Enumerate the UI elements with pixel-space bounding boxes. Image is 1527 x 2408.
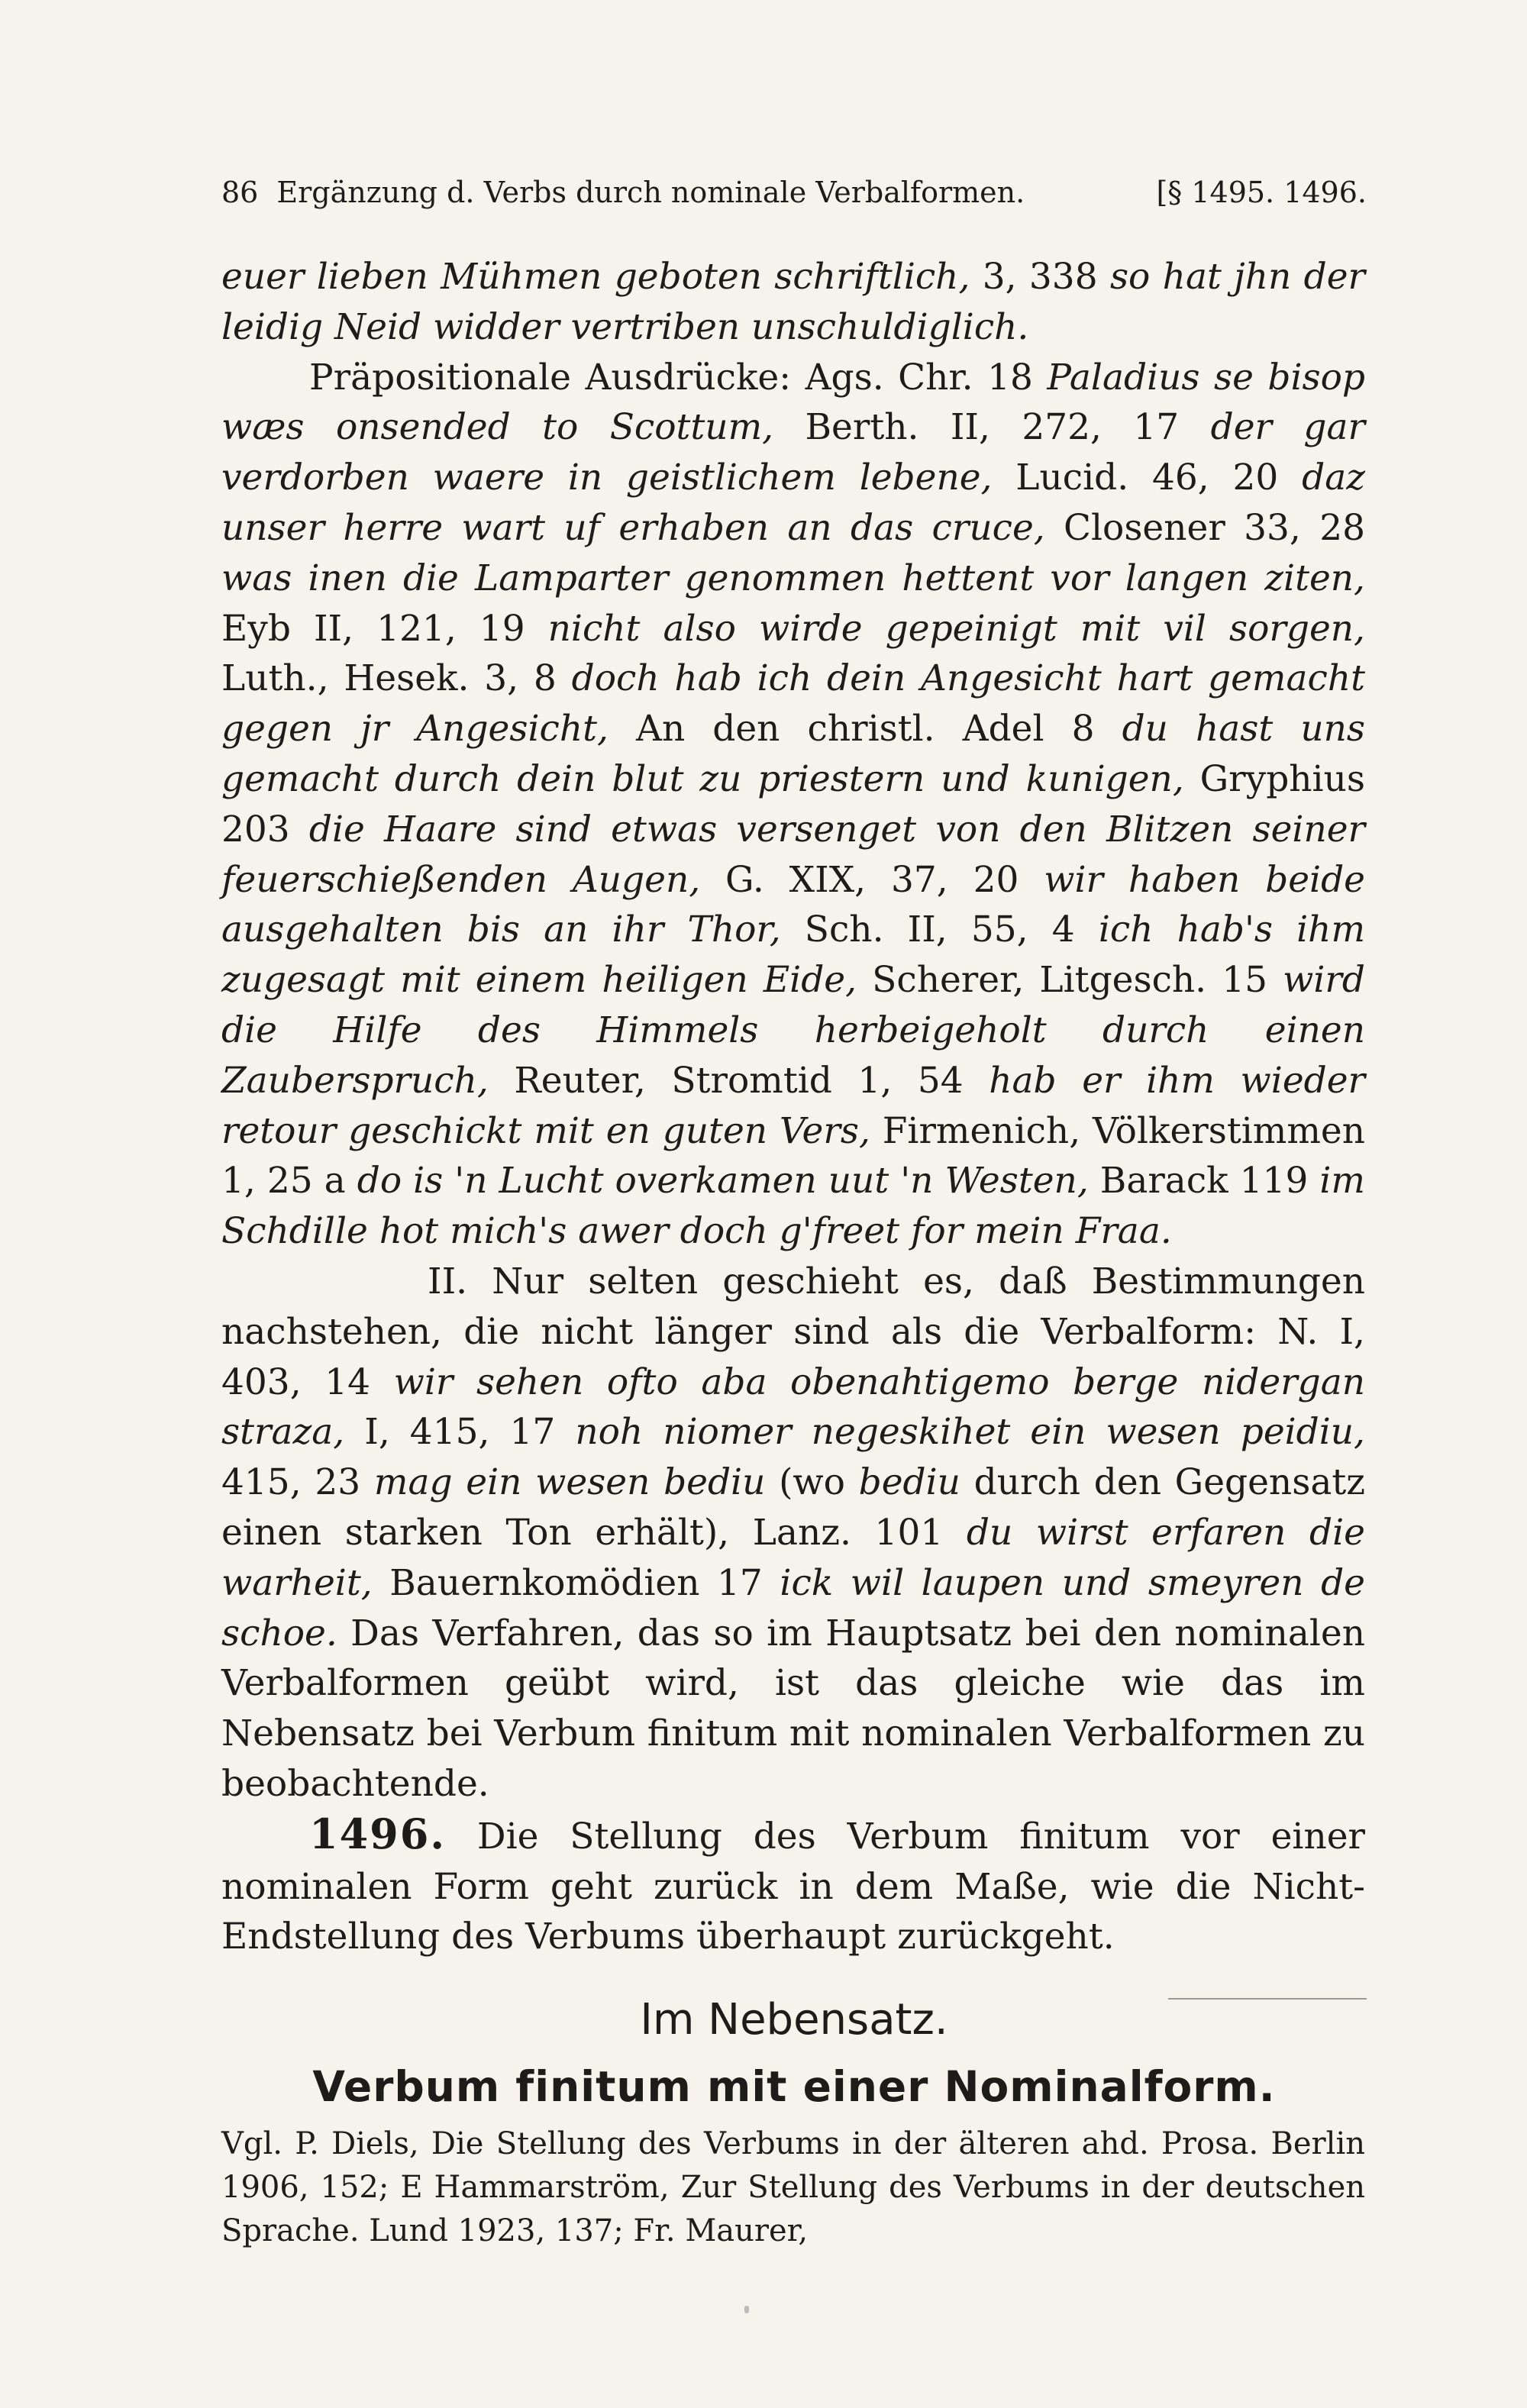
heading-verbum-finitum: Verbum finitum mit einer Nominalform. xyxy=(312,2062,1276,2111)
citation-text: Gryphius 203 xyxy=(221,757,1365,851)
bibliography-note xyxy=(221,2122,1365,2253)
paragraph-prepositional xyxy=(221,353,1365,1257)
quoted-example: wir sehen ofto aba obenahtigemo berge nidergan straza, xyxy=(221,1361,1366,1454)
citation-text: Closener 33, 28 xyxy=(1044,506,1365,549)
citation-text: Luth., Hesek. 3, 8 xyxy=(221,657,572,700)
quoted-example: euer lieben Mühmen geboten schriftlich, xyxy=(221,256,970,298)
quoted-example: die Haare sind etwas versenget von den Blitzen seiner feuerschießenden Augen, xyxy=(221,808,1365,901)
citation-text: An den christl. Adel 8 xyxy=(608,708,1122,750)
citation-text: Sch. II, 55, 4 xyxy=(780,909,1099,951)
quoted-example: was inen die Lamparter genommen hettent vor langen ziten, xyxy=(221,557,1365,599)
section-number: 1496. xyxy=(309,1809,447,1858)
quoted-example: Paladius se bisop wæs onsended to Scottum, xyxy=(221,356,1365,449)
quoted-example: nicht also wirde gepeinigt mit vil sorgen, xyxy=(547,607,1366,650)
citation-text: Das Verfahren, das so im Hauptsatz bei den nominalen Verbalformen geübt wird, ist das gleiche wie das im Nebensatz bei Verbum finitum mit nominalen Verbalformen zu beobachtende. xyxy=(221,1612,1365,1805)
paragraph-1496 xyxy=(221,1809,1365,1962)
citation-text: Eyb II, 121, 19 xyxy=(221,607,548,650)
quoted-example: ich hab's ihm zugesagt mit einem heiligen Eide, xyxy=(221,909,1366,1002)
section-text: Die Stellung des Verbum finitum vor einer nominalen Form geht zurück in dem Maße, wie die Nicht-Endstellung des Verbums überhaupt zurückgeht. xyxy=(221,1815,1365,1958)
bibliography-text: Vgl. P. Diels, Die Stellung des Verbums in der älteren ahd. Prosa. Berlin 1906, 152; E Hammarström, Zur Stellung des Verbums in der deutschen Sprache. Lund 1923, 137; Fr. Maurer, xyxy=(221,2126,1365,2248)
running-title: Ergänzung d. Verbs durch nominale Verbalformen. xyxy=(276,176,1025,209)
citation-text: 3, 338 xyxy=(970,256,1110,298)
citation-text: II. Nur selten geschieht es, daß Bestimmungen nachstehen, die nicht länger sind als die Verbalform: N. I, 403, 14 xyxy=(221,1260,1365,1403)
citation-text: Barack 119 xyxy=(1088,1160,1320,1202)
quoted-example: noh niomer negeskihet ein wesen peidiu, xyxy=(575,1411,1365,1454)
page-number: 86 xyxy=(221,176,259,209)
citation-text: (wo xyxy=(765,1461,859,1504)
quoted-example: do is 'n Lucht overkamen uut 'n Westen, xyxy=(357,1160,1089,1202)
quoted-example: doch hab ich dein Angesicht hart gemacht gegen jr Angesicht, xyxy=(221,657,1365,750)
heading-im-nebensatz: Im Nebensatz. xyxy=(640,1995,948,2045)
quoted-example: wird die Hilfe des Himmels herbeigeholt durch einen Zauberspruch, xyxy=(221,959,1365,1102)
quoted-example: der gar verdorben waere in geistlichem lebene, xyxy=(221,406,1365,499)
main-text xyxy=(221,252,1365,1962)
quoted-example: wir haben beide ausgehalten bis an ihr Thor, xyxy=(221,858,1365,951)
citation-text: Bauernkomödien 17 xyxy=(372,1561,780,1604)
quoted-example: hab er ihm wieder retour geschickt mit en guten Vers, xyxy=(221,1059,1365,1152)
quoted-example: im Schdille hot mich's awer doch g'freet for mein Fraa. xyxy=(221,1160,1365,1253)
citation-text: I, 415, 17 xyxy=(344,1411,576,1454)
citation-text: 415, 23 xyxy=(221,1461,374,1504)
paragraph-section-ii xyxy=(221,1257,1365,1809)
citation-text: Lucid. 46, 20 xyxy=(992,457,1303,499)
quoted-example: ick wil laupen und smeyren de schoe. xyxy=(221,1561,1365,1654)
citation-text: Reuter, Stromtid 1, 54 xyxy=(488,1059,989,1102)
citation-text: durch den Gegensatz einen starken Ton erhält), Lanz. 101 xyxy=(221,1461,1365,1554)
quoted-example: du wirst erfaren die warheit, xyxy=(221,1511,1365,1604)
quoted-example: so hat jhn der leidig Neid widder vertriben unschuldiglich. xyxy=(221,256,1365,348)
quoted-example: bediu xyxy=(858,1461,960,1504)
running-header xyxy=(221,176,1367,209)
paragraph-continuation xyxy=(221,252,1365,353)
quoted-example: du hast uns gemacht durch dein blut zu priestern und kunigen, xyxy=(221,708,1366,800)
paper-speck xyxy=(744,2306,749,2313)
citation-text: Berth. II, 272, 17 xyxy=(773,406,1211,449)
citation-text: Präpositionale Ausdrücke: Ags. Chr. 18 xyxy=(309,356,1048,399)
quoted-example: mag ein wesen bediu xyxy=(373,1461,766,1504)
section-headings xyxy=(221,1985,1367,2118)
citation-text: G. XIX, 37, 20 xyxy=(700,858,1044,901)
section-reference: [§ 1495. 1496. xyxy=(1156,176,1367,209)
citation-text: Firmenich, Völkerstimmen 1, 25 a xyxy=(221,1109,1366,1202)
citation-text: Scherer, Litgesch. 15 xyxy=(857,959,1283,1002)
quoted-example: daz unser herre wart uf erhaben an das cruce, xyxy=(221,457,1365,549)
